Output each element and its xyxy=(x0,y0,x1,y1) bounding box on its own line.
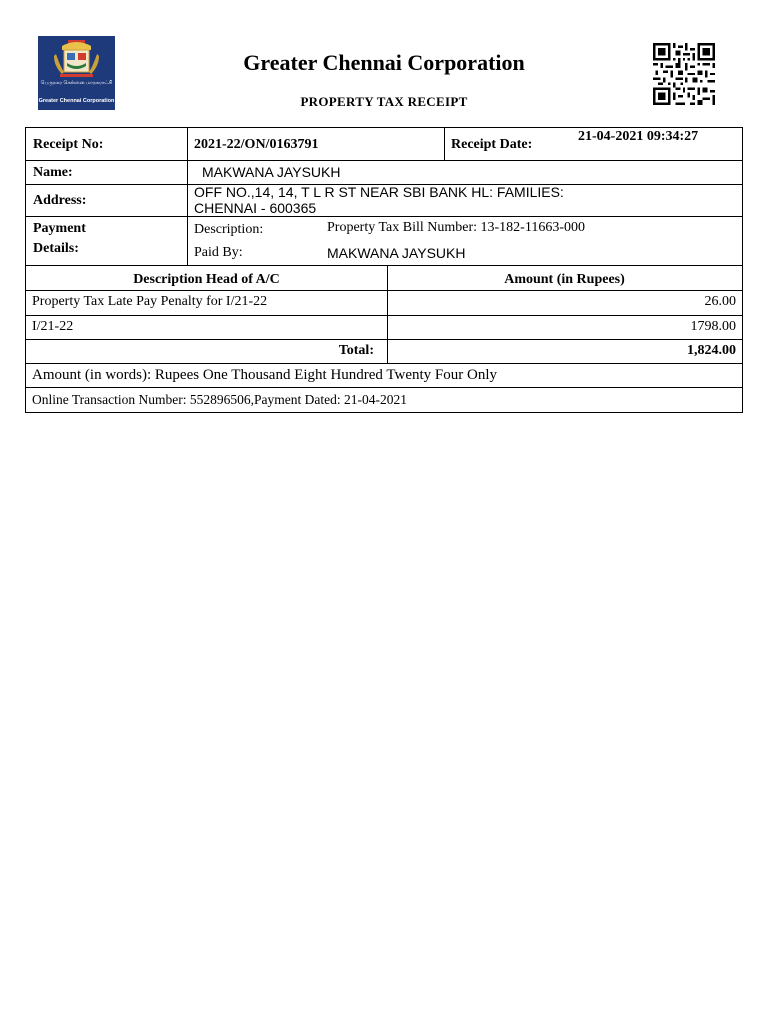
receipt-number-row xyxy=(25,127,743,161)
row-description: I/21-22 xyxy=(32,319,74,334)
name-row xyxy=(25,161,743,185)
receipt-date-value: 21-04-2021 09:34:27 xyxy=(578,129,699,144)
table-header-row xyxy=(25,266,743,291)
receipt-subtitle: PROPERTY TAX RECEIPT xyxy=(300,94,468,109)
page-title: Greater Chennai Corporation xyxy=(243,50,525,75)
receipt-no-value: 2021-22/ON/0163791 xyxy=(194,137,319,152)
column-header-description: Description Head of A/C xyxy=(133,272,280,287)
total-row xyxy=(25,340,743,364)
logo-english-text: Greater Chennai Corporation xyxy=(38,98,115,104)
description-value: Property Tax Bill Number: 13-182-11663-000 xyxy=(327,220,585,235)
total-label: Total: xyxy=(338,343,374,358)
paid-by-label: Paid By: xyxy=(194,245,243,260)
logo-tamil-text: பெருநகர சென்னை மாநகராட்சி xyxy=(40,80,113,86)
address-line-1: OFF NO.,14, 14, T L R ST NEAR SBI BANK HL: FAMILIES: xyxy=(194,184,564,200)
receipt-date-label: Receipt Date: xyxy=(451,137,533,152)
table-row xyxy=(25,291,743,316)
amount-words-row xyxy=(25,364,743,388)
row-amount: 1798.00 xyxy=(690,319,736,334)
transaction-row xyxy=(25,388,743,413)
qr-code-icon xyxy=(653,43,715,105)
payment-details-row xyxy=(25,217,743,266)
transaction-details: Online Transaction Number: 552896506,Payment Dated: 21-04-2021 xyxy=(32,392,407,407)
paid-by-value: MAKWANA JAYSUKH xyxy=(327,245,466,261)
total-value: 1,824.00 xyxy=(687,343,736,358)
address-label: Address: xyxy=(33,193,87,208)
address-row xyxy=(25,185,743,217)
description-label: Description: xyxy=(194,222,264,237)
name-label: Name: xyxy=(33,165,73,180)
name-value: MAKWANA JAYSUKH xyxy=(202,164,341,180)
row-amount: 26.00 xyxy=(704,294,736,309)
address-line-2: CHENNAI - 600365 xyxy=(194,200,317,216)
amount-in-words: Amount (in words): Rupees One Thousand Eight Hundred Twenty Four Only xyxy=(32,367,498,383)
row-description: Property Tax Late Pay Penalty for I/21-22 xyxy=(32,294,268,309)
payment-label: Payment xyxy=(33,221,86,236)
table-row xyxy=(25,316,743,340)
column-header-amount: Amount (in Rupees) xyxy=(504,272,625,287)
details-label: Details: xyxy=(33,241,79,256)
receipt-no-label: Receipt No: xyxy=(33,137,104,152)
